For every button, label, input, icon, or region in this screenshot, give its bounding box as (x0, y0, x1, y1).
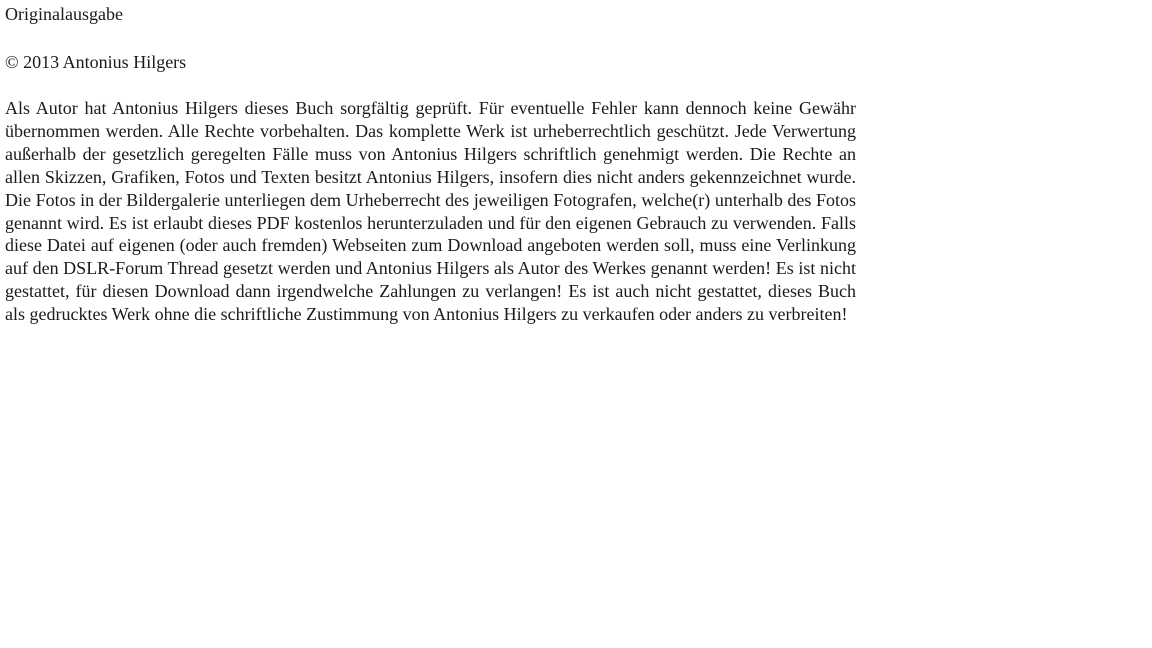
legal-notice-paragraph: Als Autor hat Antonius Hilgers dieses Buch sorgfältig geprüft. Für eventuelle Fehler kann dennoch keine Gewähr übernommen werden. Alle Rechte vorbehalten. Das komplette Werk ist urheberrechtlich geschützt. Jede Verwertung außerhalb der gesetzlich geregelten Fälle muss von Antonius Hilgers schriftlich genehmigt werden. Die Rechte an allen Skizzen, Grafiken, Fotos und Texten besitzt Antonius Hilgers, insofern dies nicht anders gekennzeichnet wurde. Die Fotos in der Bildergalerie unterliegen dem Urheberrecht des jeweiligen Fotografen, welche(r) unterhalb des Fotos genannt wird. Es ist erlaubt dieses PDF kostenlos herunterzuladen und für den eigenen Gebrauch zu verwenden. Falls diese Datei auf eigenen (oder auch fremden) Webseiten zum Download angeboten werden soll, muss eine Verlinkung auf den DSLR-Forum Thread gesetzt werden und Antonius Hilgers als Autor des Werkes genannt werden! Es ist nicht gestattet, für diesen Download dann irgendwelche Zahlungen zu verlangen! Es ist auch nicht gestattet, dieses Buch als gedrucktes Werk ohne die schriftliche Zustimmung von Antonius Hilgers zu verkaufen oder anders zu verbreiten! (5, 98, 856, 325)
edition-label: Originalausgabe (5, 4, 123, 24)
copyright-line: © 2013 Antonius Hilgers (5, 52, 187, 72)
